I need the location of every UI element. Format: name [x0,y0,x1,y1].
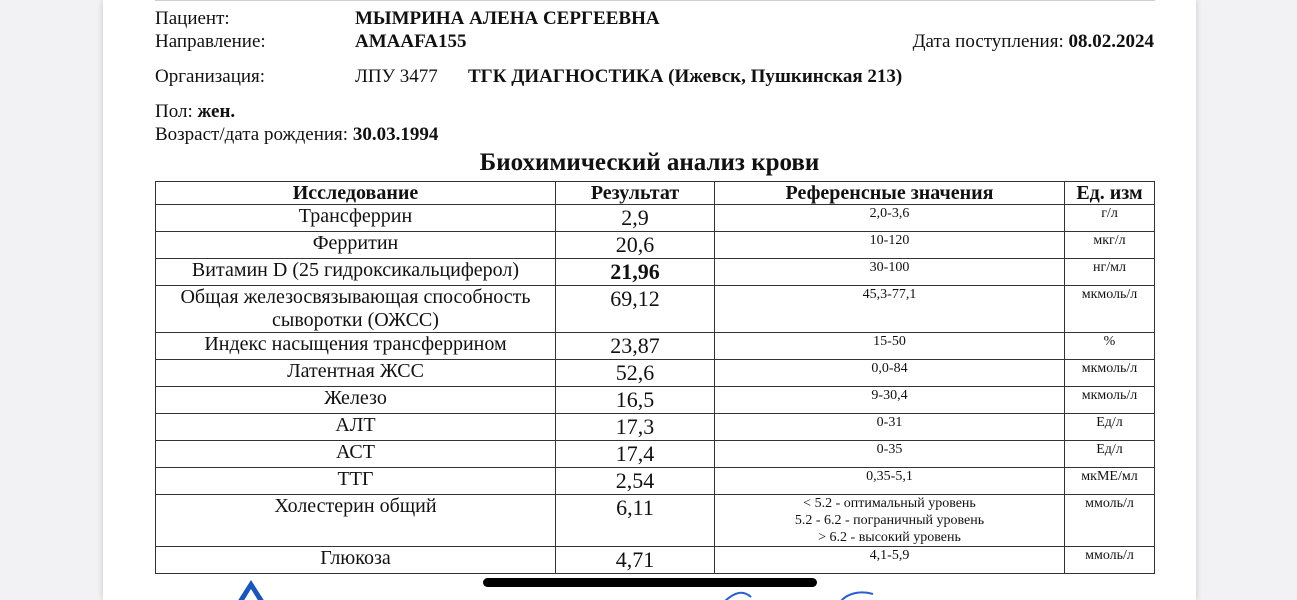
column-header-unit: Ед. изм [1065,182,1155,205]
sex-row [155,101,235,123]
test-result: 17,3 [556,414,715,441]
reference-range: 9-30,4 [715,387,1065,414]
reference-line: > 6.2 - высокий уровень [818,530,961,545]
unit: нг/мл [1065,259,1155,286]
organization-label: Организация: [155,66,266,87]
unit: г/л [1065,205,1155,232]
document-page [103,0,1196,600]
test-result: 2,54 [556,468,715,495]
reference-range: 0,35-5,1 [715,468,1065,495]
table-row [156,286,1155,333]
table-row [156,232,1155,259]
table-row [156,414,1155,441]
table-header-row [156,182,1155,205]
admission-date-row [913,31,1154,53]
admission-date: 08.02.2024 [1068,31,1154,52]
reference-range: 2,0-3,6 [715,205,1065,232]
sex-label: Пол: [155,101,193,122]
direction-value: AMAAFA155 [355,31,467,52]
table-row [156,547,1155,574]
table-row [156,205,1155,232]
table-row [156,441,1155,468]
column-header-reference: Референсные значения [715,182,1065,205]
test-result: 69,12 [556,286,715,333]
reference-line: 5.2 - 6.2 - пограничный уровень [794,513,985,528]
birth-date: 30.03.1994 [352,124,439,145]
patient-name: МЫМРИНА АЛЕНА СЕРГЕЕВНА [355,8,660,29]
unit: Ед/л [1065,414,1155,441]
test-name: ТТГ [156,468,556,495]
table-row [156,259,1155,286]
test-result: 17,4 [556,441,715,468]
results-table [155,181,1155,574]
reference-range-multiline [715,495,1065,547]
reference-range: 10-120 [715,232,1065,259]
test-name: Трансферрин [156,205,556,232]
table-row [156,387,1155,414]
table-row [156,333,1155,360]
test-name: АСТ [156,441,556,468]
reference-range: 0-35 [715,441,1065,468]
test-name: Латентная ЖСС [156,360,556,387]
unit: ммоль/л [1065,495,1155,547]
test-name: Индекс насыщения трансферрином [156,333,556,360]
test-name: АЛТ [156,414,556,441]
test-name: Общая железосвязывающая способность сыворотки (ОЖСС) [156,286,556,333]
test-result: 6,11 [556,495,715,547]
unit: Ед/л [1065,441,1155,468]
reference-range: 0,0-84 [715,360,1065,387]
test-result: 16,5 [556,387,715,414]
test-name: Холестерин общий [156,495,556,547]
test-name: Железо [156,387,556,414]
test-result: 2,9 [556,205,715,232]
unit: мкг/л [1065,232,1155,259]
unit: мкмоль/л [1065,286,1155,333]
report-title: Биохимический анализ крови [479,149,820,176]
reference-range: 15-50 [715,333,1065,360]
direction-label: Направление: [155,31,266,52]
home-indicator[interactable] [483,578,817,587]
unit: мкМЕ/мл [1065,468,1155,495]
test-result-flagged: 21,96 [556,259,715,286]
column-header-test: Исследование [156,182,556,205]
age-label: Возраст/дата рождения: [155,124,349,145]
test-result: 20,6 [556,232,715,259]
test-result: 23,87 [556,333,715,360]
age-row [155,124,438,146]
top-rule [155,0,1155,1]
table-row [156,468,1155,495]
signature-stroke-icon [721,588,881,600]
reference-range: 0-31 [715,414,1065,441]
test-name: Витамин D (25 гидроксикальциферол) [156,259,556,286]
reference-range: 45,3-77,1 [715,286,1065,333]
column-header-result: Результат [556,182,715,205]
unit: мкмоль/л [1065,360,1155,387]
clinic-logo-icon [231,578,271,600]
admission-label: Дата поступления: [912,31,1064,52]
test-name: Глюкоза [156,547,556,574]
table-row [156,495,1155,547]
patient-label: Пациент: [155,8,230,29]
organization-name: ТГК ДИАГНОСТИКА (Ижевск, Пушкинская 213) [468,66,903,87]
table-row [156,360,1155,387]
test-name: Ферритин [156,232,556,259]
unit: % [1065,333,1155,360]
reference-range: 4,1-5,9 [715,547,1065,574]
unit: мкмоль/л [1065,387,1155,414]
test-result: 4,71 [556,547,715,574]
unit: ммоль/л [1065,547,1155,574]
organization-code: ЛПУ 3477 [355,66,438,87]
reference-range: 30-100 [715,259,1065,286]
reference-line: < 5.2 - оптимальный уровень [803,496,976,511]
test-result: 52,6 [556,360,715,387]
sex-value: жен. [197,101,236,122]
